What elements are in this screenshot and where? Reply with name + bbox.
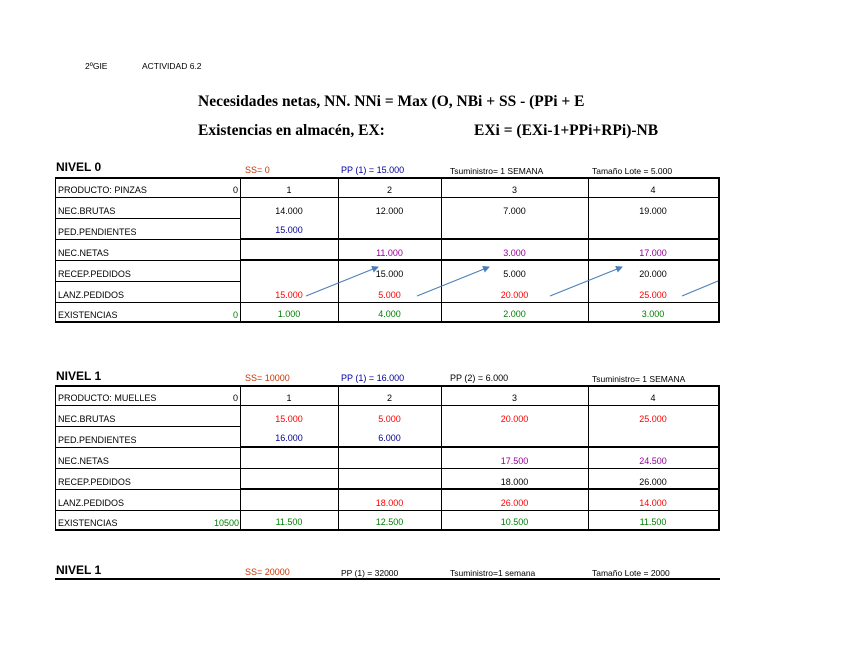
level1b-lot-size: Tamaño Lote = 2000 <box>592 568 670 578</box>
level0-receipts-label: RECEP.PEDIDOS <box>58 269 131 279</box>
level1b-supply-time: Tsuministro=1 semana <box>450 568 536 578</box>
level0-pending-order: PP (1) = 15.000 <box>341 165 405 175</box>
level0-releases-1: 15.000 <box>275 290 303 300</box>
level0-week-4: 4 <box>650 185 656 195</box>
level1-week-1: 1 <box>286 393 292 403</box>
level1-title: NIVEL 1 <box>56 369 102 383</box>
level0-supply-time: Tsuministro= 1 SEMANA <box>450 166 544 176</box>
level1-stock-3: 10.500 <box>500 517 529 527</box>
level1-receipts-label: RECEP.PEDIDOS <box>58 477 131 487</box>
level1-pending-orders-label: PED.PENDIENTES <box>58 435 137 445</box>
level0-stock-1: 1.000 <box>277 309 301 319</box>
level0-stock-label: EXISTENCIAS <box>58 310 118 320</box>
level1-pending-orders-1: 16.000 <box>275 433 303 443</box>
level1-supply-time: Tsuministro= 1 SEMANA <box>592 374 686 384</box>
level0-gross-needs-3: 7.000 <box>503 206 526 216</box>
level0-net-needs-2: 11.000 <box>376 248 403 258</box>
level0-net-needs-label: NEC.NETAS <box>58 248 109 258</box>
level0-stock-2: 4.000 <box>378 309 401 319</box>
level1-gross-needs-label: NEC.BRUTAS <box>58 414 116 424</box>
level1-stock-label: EXISTENCIAS <box>58 518 118 528</box>
level1-stock-2: 12.500 <box>375 517 404 527</box>
stock-formula: EXi = (EXi-1+PPi+RPi)-NB <box>474 122 659 139</box>
net-needs-formula: Necesidades netas, NN. NNi = Max (O, NBi + SS - (PPi + E <box>198 93 585 110</box>
level1b-title: NIVEL 1 <box>56 563 102 577</box>
level1-gross-needs-3: 20.000 <box>500 414 529 424</box>
level1-week-2: 2 <box>386 393 392 403</box>
level0-week-2: 2 <box>386 185 392 195</box>
level0-pending-orders-label: PED.PENDIENTES <box>58 227 137 237</box>
level1-receipts-4: 26.000 <box>639 477 667 487</box>
level0-net-needs-4: 17.000 <box>639 248 667 258</box>
level0-lot-size: Tamaño Lote = 5.000 <box>592 166 673 176</box>
level0-receipts-3: 5.000 <box>503 269 526 279</box>
level1-releases-label: LANZ.PEDIDOS <box>58 498 125 508</box>
level0-releases-2: 5.000 <box>378 290 401 300</box>
level1-releases-3: 26.000 <box>500 498 529 508</box>
level0-net-needs-3: 3.000 <box>503 248 526 258</box>
level1-gross-needs-2: 5.000 <box>378 414 401 424</box>
course-label: 2ºGIE <box>85 61 108 71</box>
stock-formula-label: Existencias en almacén, EX: <box>198 122 385 139</box>
level1-net-needs-4: 24.500 <box>639 456 667 466</box>
level1-week0: 0 <box>232 393 238 403</box>
level0-gross-needs-label: NEC.BRUTAS <box>58 206 116 216</box>
level0-title: NIVEL 0 <box>56 160 102 174</box>
level1-pending-orders-2: 6.000 <box>378 433 401 443</box>
level1-gross-needs-1: 15.000 <box>275 414 303 424</box>
level0-safety-stock: SS= 0 <box>245 165 270 175</box>
level0-pending-orders-1: 15.000 <box>275 225 303 235</box>
release-arrow-4 <box>682 281 718 296</box>
level1-gross-needs-4: 25.000 <box>639 414 667 424</box>
level0-stock-initial: 0 <box>232 310 238 320</box>
level1-pending-order-2: PP (2) = 6.000 <box>450 373 509 383</box>
release-arrow-2 <box>417 267 489 296</box>
level1b-pending-order: PP (1) = 32000 <box>341 568 399 578</box>
level1-net-needs-3: 17.500 <box>500 456 529 466</box>
level1-week-4: 4 <box>650 393 656 403</box>
level1b-safety-stock: SS= 20000 <box>245 567 290 577</box>
release-arrow-1 <box>306 267 378 296</box>
level0-gross-needs-1: 14.000 <box>275 206 303 216</box>
level1-releases-2: 18.000 <box>375 498 404 508</box>
level0-week0: 0 <box>232 185 238 195</box>
level1-stock-1: 11.500 <box>275 517 303 527</box>
level1-receipts-3: 18.000 <box>500 477 529 487</box>
level0-stock-3: 2.000 <box>503 309 526 319</box>
level0-releases-4: 25.000 <box>639 290 667 300</box>
level0-releases-label: LANZ.PEDIDOS <box>58 290 125 300</box>
level0-receipts-2: 15.000 <box>375 269 404 279</box>
level0-releases-3: 20.000 <box>500 290 529 300</box>
level0-gross-needs-2: 12.000 <box>375 206 404 216</box>
level1-stock-4: 11.500 <box>639 517 667 527</box>
level0-week-1: 1 <box>286 185 292 195</box>
level1-week-3: 3 <box>511 393 517 403</box>
level1-releases-4: 14.000 <box>639 498 667 508</box>
level1-safety-stock: SS= 10000 <box>245 373 290 383</box>
level0-product-label: PRODUCTO: PINZAS <box>58 185 147 195</box>
level0-week-3: 3 <box>511 185 517 195</box>
release-arrow-3 <box>550 267 622 296</box>
level1-pending-order-1: PP (1) = 16.000 <box>341 373 405 383</box>
level1-net-needs-label: NEC.NETAS <box>58 456 109 466</box>
level1-product-label: PRODUCTO: MUELLES <box>58 393 157 403</box>
level0-gross-needs-4: 19.000 <box>639 206 667 216</box>
level0-stock-4: 3.000 <box>641 309 665 319</box>
level0-receipts-4: 20.000 <box>639 269 667 279</box>
activity-label: ACTIVIDAD 6.2 <box>142 61 202 71</box>
level1-stock-initial: 10500 <box>213 518 239 528</box>
